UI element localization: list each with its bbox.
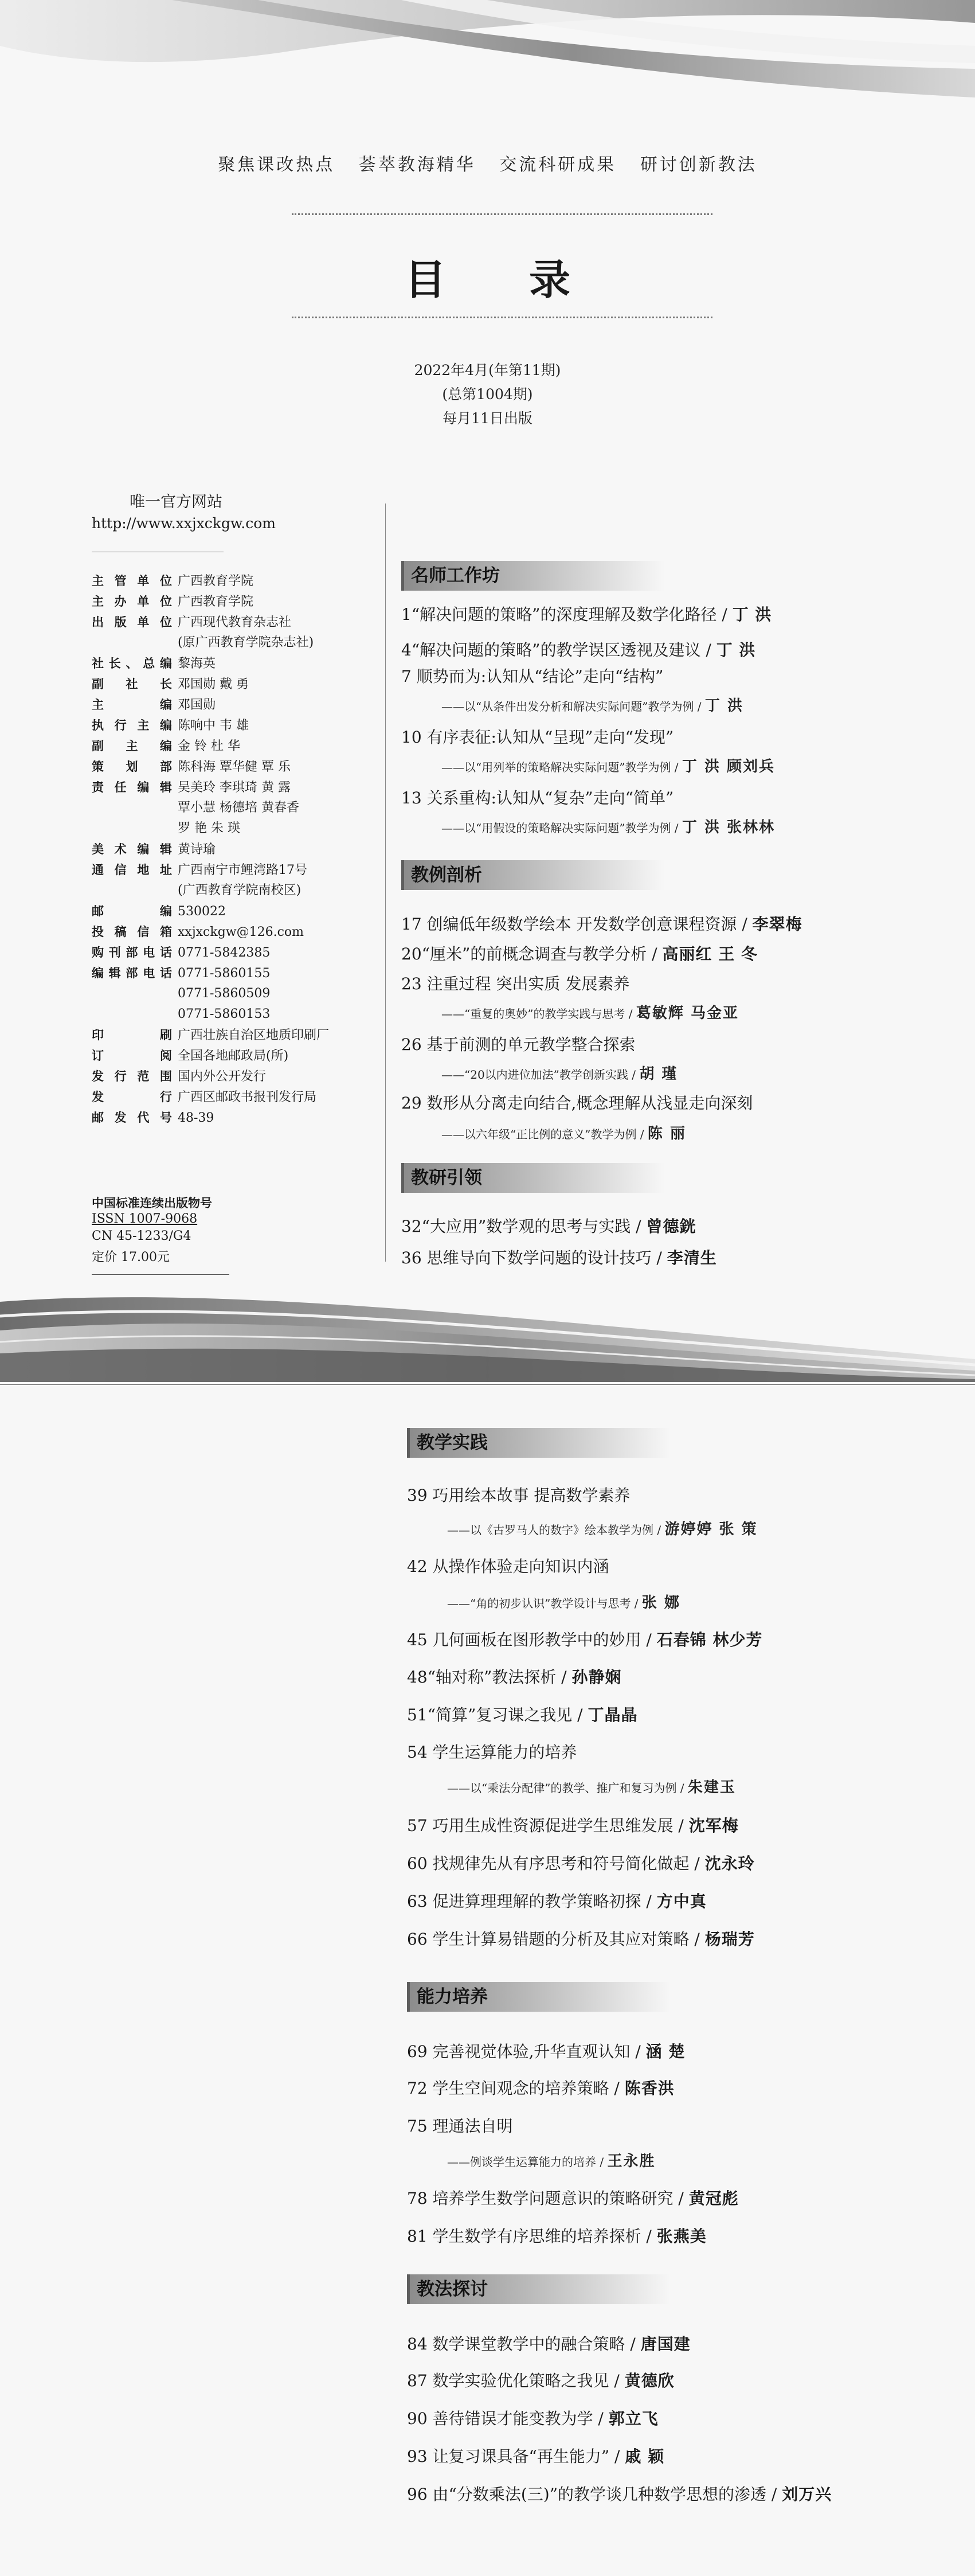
masthead-label: 邮发代号: [92, 1111, 172, 1125]
entry-title: 54 学生运算能力的培养: [407, 1743, 577, 1762]
masthead-row: [92, 1045, 288, 1067]
masthead-row: [92, 1107, 214, 1129]
entry-author: 陈 丽: [647, 1125, 686, 1142]
toc-entry[interactable]: [401, 1214, 696, 1237]
entry-title: 36 思维导向下数学问题的设计技巧 /: [401, 1248, 667, 1267]
entry-title: 17 创编低年级数学绘本 开发数学创意课程资源 /: [401, 915, 753, 934]
entry-author: 李翠梅: [752, 915, 802, 934]
divider: [92, 1274, 229, 1275]
masthead-value: 广西南宁市鲤湾路17号: [178, 863, 307, 877]
masthead-row: [92, 983, 270, 1004]
masthead-value: 广西教育学院: [178, 574, 254, 588]
entry-author: 丁 洪: [732, 605, 772, 624]
entry-author: 张燕美: [656, 2227, 707, 2246]
masthead-label: 编辑部电话: [92, 966, 172, 980]
toc-entry[interactable]: [401, 971, 629, 994]
masthead-label: 发行范围: [92, 1070, 172, 1083]
total-issue: (总第1004期): [442, 386, 533, 403]
entry-author: 黄德欣: [624, 2371, 675, 2390]
masthead-value: 广西教育学院: [178, 595, 254, 609]
entry-title: 4“解决问题的策略”的教学误区透视及建议 /: [401, 641, 716, 659]
toc-entry[interactable]: [407, 1703, 638, 1726]
entry-subtitle: [447, 1517, 758, 1539]
publish-day: 每月11日出版: [443, 410, 532, 427]
entry-author: 高丽红 王 冬: [662, 944, 758, 963]
site-url[interactable]: http://www.xxjxckgw.com: [92, 515, 276, 532]
masthead-label: 主办单位: [92, 595, 172, 608]
toc-entry[interactable]: [401, 725, 674, 748]
masthead-value: (原广西教育学院杂志社): [178, 635, 314, 650]
masthead-row: [92, 880, 301, 901]
entry-title: 57 巧用生成性资源促进学生思维发展 /: [407, 1816, 689, 1835]
masthead-label: 副主编: [92, 739, 172, 753]
entry-subtitle: [441, 694, 743, 715]
entry-title: 96 由“分数乘法(三)”的教学谈几种数学思想的渗透 /: [407, 2485, 782, 2504]
issue-date: 2022年4月(年第11期): [414, 362, 561, 378]
masthead-value: 0771-5842385: [178, 946, 271, 960]
entry-author: 唐国建: [640, 2335, 691, 2353]
entry-title: 10 有序表征:认知从“呈现”走向“发现”: [401, 728, 674, 747]
masthead-row: [92, 571, 253, 592]
toc-entry[interactable]: [407, 1665, 622, 1688]
entry-author: 沈军梅: [688, 1816, 739, 1835]
entry-title: 39 巧用绘本故事 提高数学素养: [407, 1486, 631, 1505]
toc-entry[interactable]: [401, 912, 802, 935]
masthead-row: [92, 839, 216, 860]
toc-entry[interactable]: [407, 2444, 664, 2467]
masthead-value: 金 铃 杜 华: [178, 739, 240, 754]
toc-entry[interactable]: [407, 1851, 755, 1874]
masthead-row: [92, 901, 226, 922]
masthead-row: [92, 798, 299, 818]
masthead-value: 0771-5860153: [178, 1007, 271, 1021]
subtitle-text: ——以“从条件出发分析和解决实际问题”教学为例 /: [441, 700, 705, 713]
masthead-label: 邮编: [92, 904, 172, 918]
entry-title: 90 善待错误才能变教为学 /: [407, 2409, 609, 2428]
masthead-value: 全国各地邮政局(所): [178, 1049, 289, 1063]
toc-entry[interactable]: [407, 1483, 630, 1506]
section-heading: 能力培养: [407, 1982, 671, 2012]
toc-entry[interactable]: [401, 638, 755, 661]
masthead-label: 策划部: [92, 760, 172, 774]
toc-entry[interactable]: [401, 664, 663, 687]
masthead-row: [92, 942, 270, 963]
masthead-value: 国内外公开发行: [178, 1070, 267, 1084]
entry-author: 郭立飞: [608, 2409, 659, 2428]
masthead-row: [92, 674, 249, 695]
masthead-row: [92, 777, 291, 798]
toc-entry[interactable]: [407, 1927, 755, 1950]
masthead-row: [92, 963, 270, 984]
entry-subtitle: [441, 755, 775, 776]
toc-entry[interactable]: [407, 2482, 832, 2505]
entry-title: 75 理通法自明: [407, 2117, 513, 2136]
masthead-label: 美术编辑: [92, 842, 172, 856]
masthead-value: 广西区邮政书报刊发行局: [178, 1090, 317, 1104]
entry-author: 葛敏辉 马金亚: [636, 1005, 739, 1022]
entry-author: 丁晶晶: [588, 1705, 638, 1724]
masthead-label: 出版单位: [92, 615, 172, 629]
toc-entry[interactable]: [401, 1246, 717, 1269]
toc-entry[interactable]: [401, 786, 674, 809]
entry-title: 7 顺势而为:认知从“结论”走向“结构”: [401, 667, 664, 686]
entry-author: 胡 瑾: [639, 1065, 678, 1083]
masthead-label: 副社长: [92, 677, 172, 691]
tagline-item: 交流科研成果: [499, 155, 617, 175]
entry-subtitle: [447, 1591, 680, 1612]
entry-author: 朱建玉: [687, 1779, 736, 1796]
masthead-row: [92, 633, 314, 653]
masthead-label: 执行主编: [92, 719, 172, 732]
cn-number: CN 45-1233/G4: [92, 1229, 191, 1243]
price: 定价 17.00元: [92, 1250, 170, 1264]
entry-title: 78 培养学生数学问题意识的策略研究 /: [407, 2189, 689, 2208]
entry-author: 黄冠彪: [688, 2189, 739, 2208]
toc-entry[interactable]: [401, 1091, 753, 1114]
entry-subtitle: [441, 1062, 678, 1083]
entry-subtitle: [441, 1122, 686, 1143]
masthead-value: 530022: [178, 904, 226, 919]
entry-author: 杨瑞芳: [704, 1930, 755, 1949]
masthead-row: [92, 653, 216, 674]
masthead-value: 罗 艳 朱 瑛: [178, 821, 240, 836]
masthead-label: 主管单位: [92, 574, 172, 588]
masthead-row: [92, 612, 291, 633]
section-heading: 教研引领: [401, 1163, 665, 1193]
entry-title: 13 关系重构:认知从“复杂”走向“简单”: [401, 789, 674, 807]
entry-title: 63 促进算理理解的教学策略初探 /: [407, 1892, 657, 1911]
toc-entry[interactable]: [407, 2368, 675, 2391]
masthead-row: [92, 1004, 270, 1025]
column-divider: [385, 504, 386, 1262]
masthead-row: [92, 715, 249, 736]
toc-entry[interactable]: [407, 2332, 691, 2355]
masthead-label: 订阅: [92, 1049, 172, 1063]
masthead-value: 邓国勋 戴 勇: [178, 677, 249, 692]
masthead-row: [92, 591, 253, 612]
entry-title: 20“厘米”的前概念调查与教学分析 /: [401, 944, 663, 963]
entry-title: 72 学生空间观念的培养策略 /: [407, 2079, 625, 2098]
entry-title: 51“简算”复习课之我见 /: [407, 1705, 588, 1724]
subtitle-text: ——以“用列举的策略解决实际问题”教学为例 /: [441, 760, 682, 774]
middle-swoosh-decoration: [0, 1285, 975, 1385]
subtitle-text: ——以六年级“正比例的意义”教学为例 /: [441, 1127, 648, 1141]
entry-author: 曾德銧: [646, 1217, 696, 1236]
entry-author: 戚 颖: [625, 2447, 665, 2466]
section-heading: 教法探讨: [407, 2274, 671, 2304]
entry-title: 42 从操作体验走向知识内涵: [407, 1557, 609, 1576]
entry-title: 66 学生计算易错题的分析及其应对策略 /: [407, 1930, 705, 1949]
entry-author: 丁 洪: [716, 641, 756, 659]
page-break: [0, 1382, 975, 1384]
masthead-value: 广西壮族自治区地质印刷厂: [178, 1028, 330, 1043]
entry-author: 丁 洪 张林林: [682, 819, 776, 836]
masthead-label: 投稿信箱: [92, 925, 172, 939]
toc-entry[interactable]: [407, 1554, 609, 1577]
masthead-label: 主编: [92, 698, 172, 712]
masthead-row: [92, 1066, 266, 1087]
entry-author: 游婷婷 张 策: [664, 1521, 758, 1538]
toc-entry[interactable]: [401, 1032, 636, 1055]
entry-title: 23 注重过程 突出实质 发展素养: [401, 974, 630, 993]
divider: [292, 317, 712, 318]
masthead-row: [92, 1087, 316, 1108]
subtitle-text: ——以“用假设的策略解决实际问题”教学为例 /: [441, 821, 682, 835]
entry-title: 60 找规律先从有序思考和符号简化做起 /: [407, 1854, 705, 1873]
toc-entry[interactable]: [401, 942, 758, 965]
subtitle-text: ——“20以内进位加法”教学创新实践 /: [441, 1068, 640, 1082]
masthead-row: [92, 736, 240, 757]
section-heading: 名师工作坊: [401, 561, 665, 591]
masthead-row: [92, 922, 304, 943]
subtitle-text: ——例谈学生运算能力的培养 /: [447, 2155, 608, 2169]
toc-entry[interactable]: [401, 602, 772, 625]
header-swoosh-decoration: [0, 0, 975, 115]
masthead-value: 0771-5860155: [178, 966, 271, 981]
toc-entry[interactable]: [407, 2076, 675, 2099]
entry-author: 王永胜: [607, 2153, 656, 2170]
entry-author: 石春锦 林少芳: [656, 1630, 763, 1649]
toc-entry[interactable]: [407, 1740, 577, 1763]
entry-title: 1“解决问题的策略”的深度理解及数学化路径 /: [401, 605, 733, 624]
divider: [292, 213, 712, 215]
entry-author: 张 娜: [641, 1594, 680, 1611]
masthead-row: [92, 860, 307, 881]
subtitle-text: ——“角的初步认识”教学设计与思考 /: [447, 1597, 642, 1610]
site-label: 唯一官方网站: [130, 493, 222, 511]
masthead-value: 陈响中 韦 雄: [178, 719, 249, 733]
masthead-value: xxjxckgw@126.com: [178, 925, 304, 939]
masthead-row: [92, 818, 240, 839]
masthead-value: 黄诗瑜: [178, 842, 216, 857]
masthead-label: 购刊部电话: [92, 946, 172, 959]
toc-entry[interactable]: [407, 2406, 659, 2429]
masthead-value: 0771-5860509: [178, 986, 271, 1001]
entry-subtitle: [447, 1775, 736, 1797]
entry-author: 陈香洪: [624, 2079, 675, 2098]
entry-title: 26 基于前测的单元教学整合探索: [401, 1035, 636, 1054]
masthead-label: 发行: [92, 1090, 172, 1104]
section-heading: 教学实践: [407, 1428, 671, 1458]
entry-author: 方中真: [656, 1892, 707, 1911]
entry-title: 87 数学实验优化策略之我见 /: [407, 2371, 625, 2390]
masthead-value: 48-39: [178, 1111, 214, 1125]
section-heading: 教例剖析: [401, 860, 665, 890]
entry-subtitle: [447, 2149, 655, 2171]
masthead-label: 责任编辑: [92, 780, 172, 794]
entry-author: 孙静娴: [571, 1668, 622, 1687]
entry-title: 69 完善视觉体验,升华直观认知 /: [407, 2042, 646, 2061]
entry-title: 48“轴对称”教法探析 /: [407, 1668, 572, 1687]
issn: ISSN 1007-9068: [92, 1212, 198, 1226]
entry-author: 沈永玲: [704, 1854, 755, 1873]
masthead-value: 黎海英: [178, 657, 216, 671]
tagline-item: 聚焦课改热点: [218, 155, 335, 175]
toc-entry[interactable]: [407, 1889, 707, 1912]
toc-entry[interactable]: [407, 2224, 707, 2247]
entry-author: 李清生: [667, 1248, 717, 1267]
masthead-label: 通信地址: [92, 863, 172, 877]
entry-title: 84 数学课堂教学中的融合策略 /: [407, 2335, 641, 2353]
masthead-row: [92, 756, 291, 778]
masthead-value: 吴美玲 李琪琦 黄 露: [178, 780, 291, 795]
entry-title: 29 数形从分离走向结合,概念理解从浅显走向深刻: [401, 1094, 753, 1113]
entry-title: 81 学生数学有序思维的培养探析 /: [407, 2227, 657, 2246]
entry-subtitle: [441, 1001, 739, 1022]
toc-entry[interactable]: [407, 1813, 739, 1836]
masthead-value: 陈科海 覃华健 覃 乐: [178, 760, 291, 774]
std-number-label: 中国标准连续出版物号: [92, 1196, 212, 1210]
masthead-row: [92, 694, 216, 716]
toc-entry[interactable]: [407, 2114, 513, 2137]
entry-author: 刘万兴: [782, 2485, 832, 2504]
masthead-value: (广西教育学院南校区): [178, 883, 301, 897]
masthead-value: 覃小慧 杨德培 黄春香: [178, 801, 299, 815]
masthead-value: 广西现代教育杂志社: [178, 615, 292, 630]
page-title: 目 录: [404, 256, 605, 304]
tagline-item: 荟萃教海精华: [358, 155, 476, 175]
toc-entry[interactable]: [407, 2186, 739, 2209]
entry-author: 丁 洪 顾刘兵: [682, 758, 776, 775]
masthead-row: [92, 1025, 329, 1046]
masthead-label: 印刷: [92, 1028, 172, 1042]
tagline-item: 研讨创新教法: [640, 155, 757, 175]
subtitle-text: ——以“乘法分配律”的教学、推广和复习为例 /: [447, 1781, 688, 1795]
toc-entry[interactable]: [407, 2039, 685, 2062]
masthead-label: 社长、总编: [92, 657, 172, 670]
tagline: [0, 150, 975, 175]
entry-subtitle: [441, 815, 775, 837]
entry-title: 93 让复习课具备“再生能力” /: [407, 2447, 625, 2466]
subtitle-text: ——“重复的奥妙”的教学实践与思考 /: [441, 1007, 636, 1021]
entry-author: 涵 楚: [645, 2042, 686, 2061]
entry-title: 32“大应用”数学观的思考与实践 /: [401, 1217, 647, 1236]
toc-entry[interactable]: [407, 1627, 763, 1650]
subtitle-text: ——以《古罗马人的数字》绘本教学为例 /: [447, 1523, 665, 1537]
entry-author: 丁 洪: [704, 697, 743, 715]
masthead-value: 邓国勋: [178, 698, 216, 712]
entry-title: 45 几何画板在图形教学中的妙用 /: [407, 1630, 657, 1649]
